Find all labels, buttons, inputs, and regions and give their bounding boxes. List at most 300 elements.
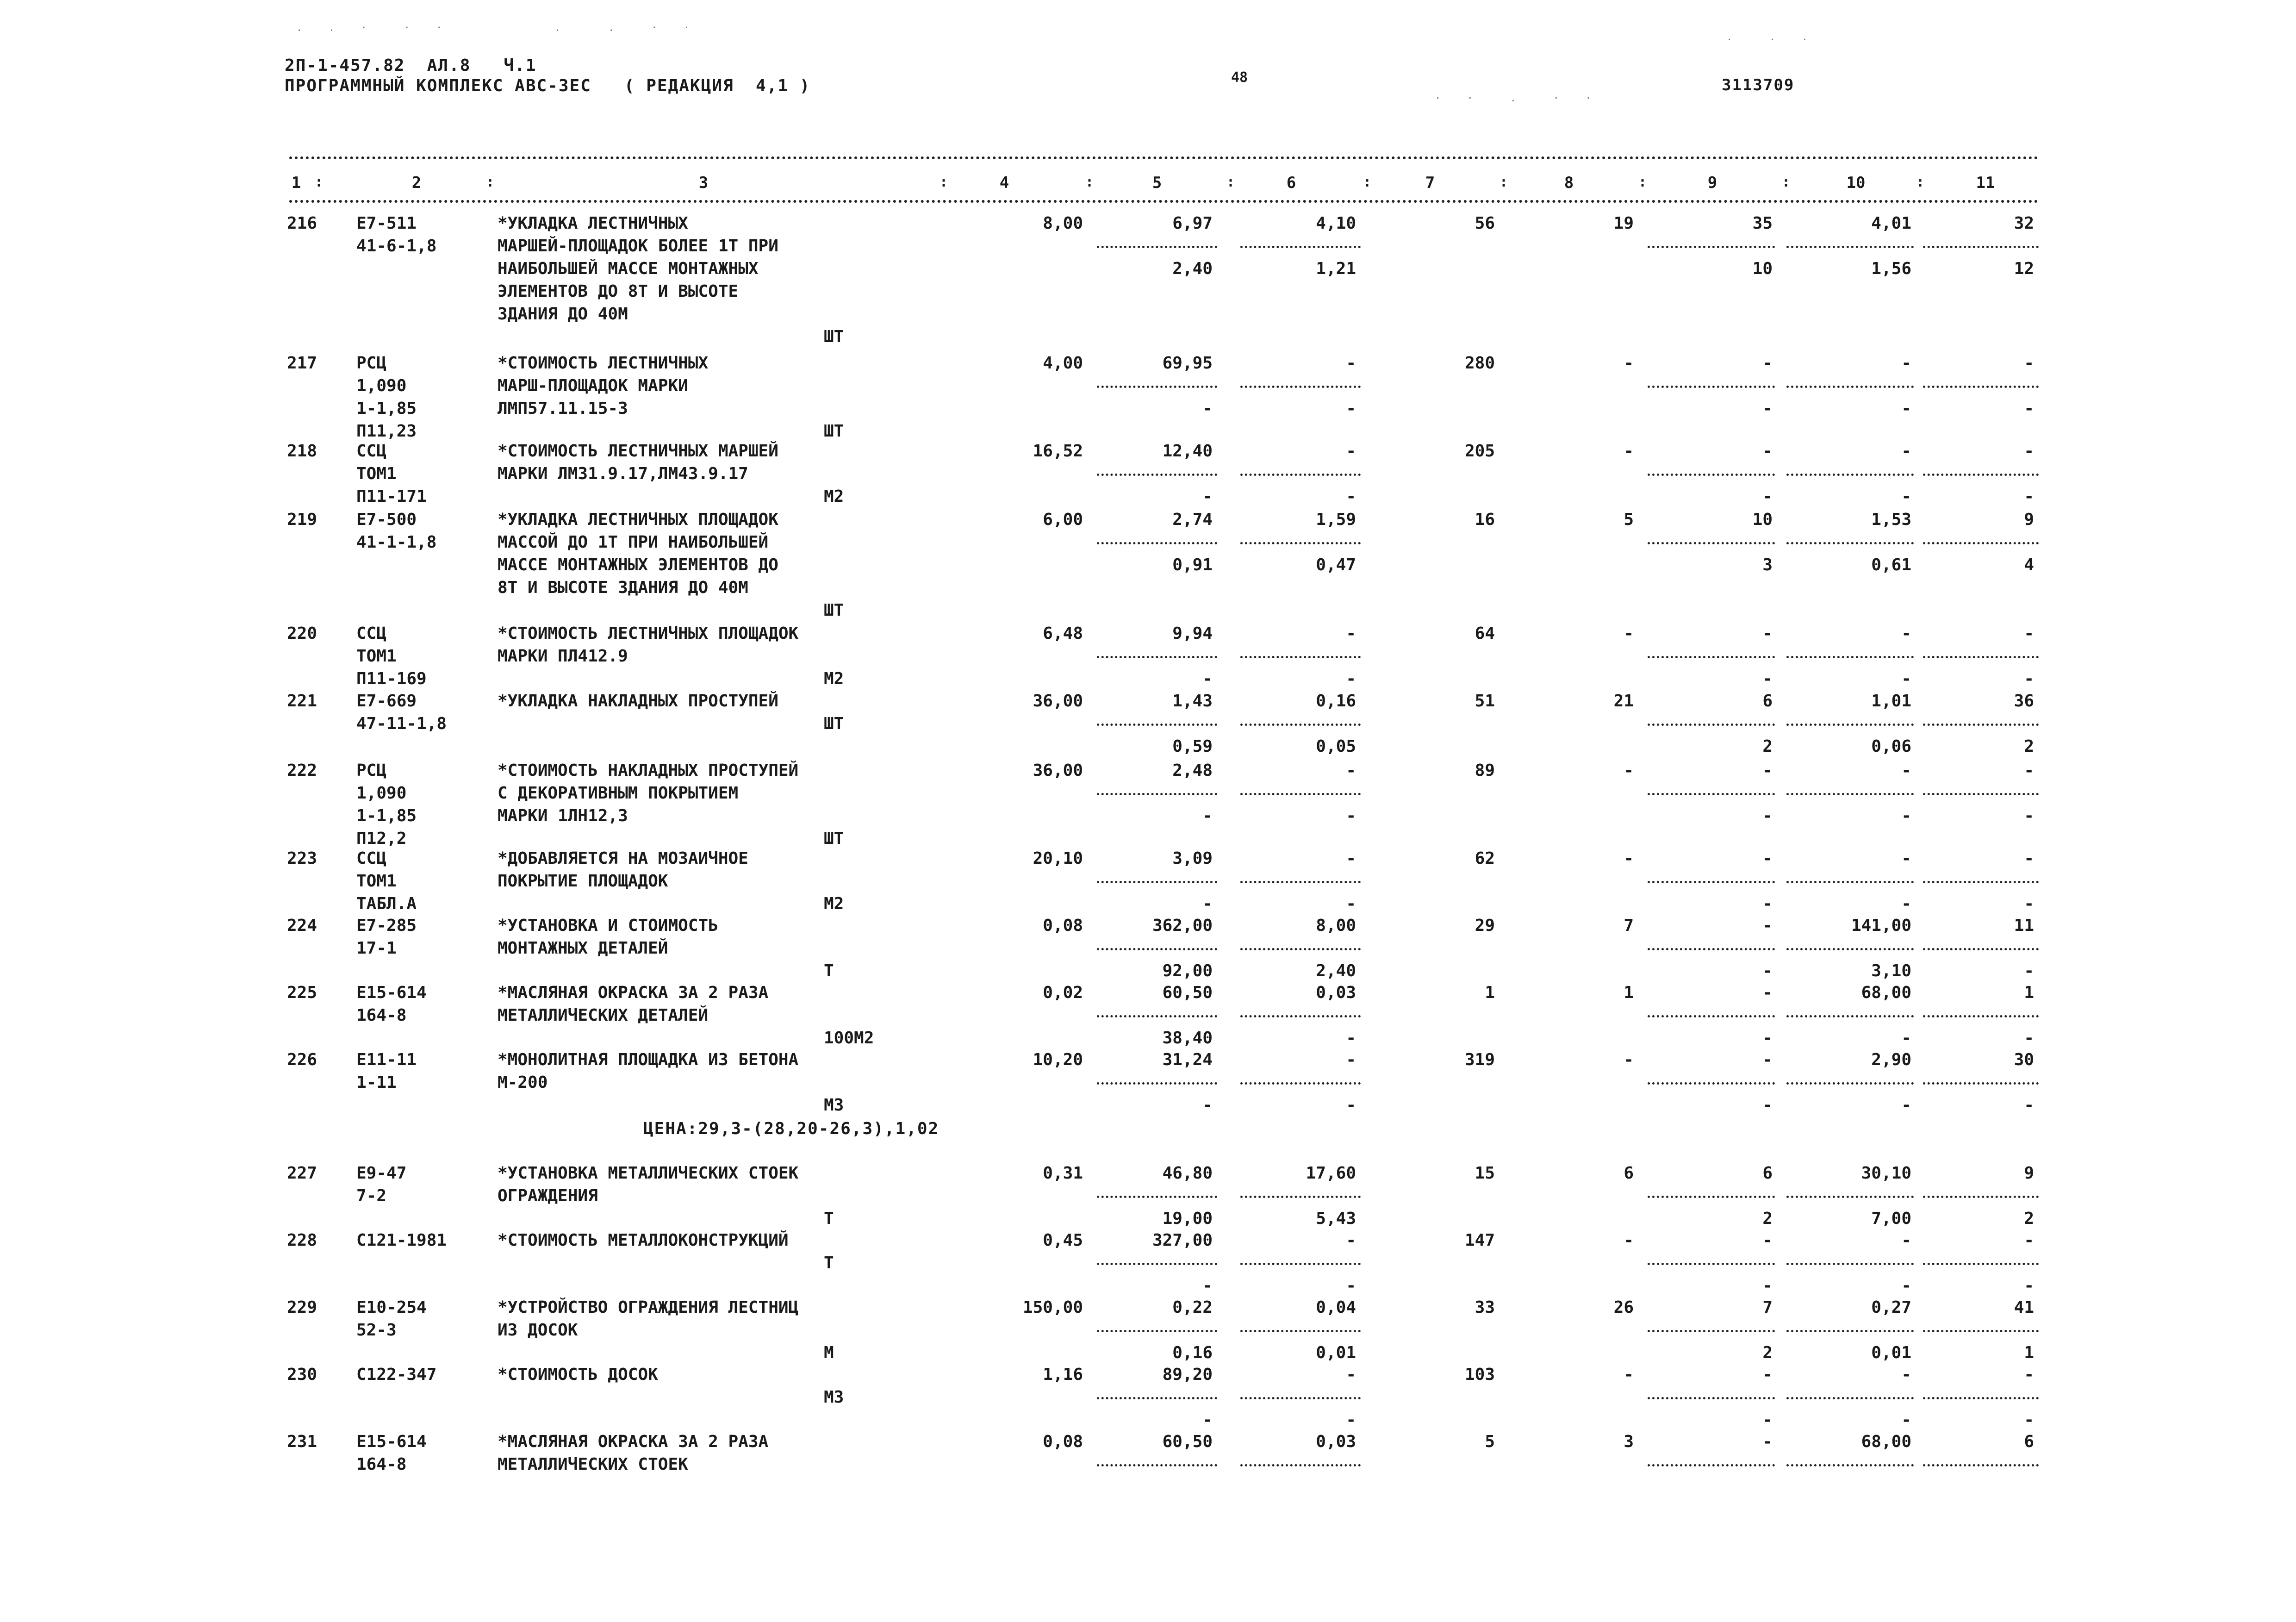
labor-cost-2: 7,00 (1871, 1209, 1911, 1228)
machine-total: - (1762, 761, 1773, 780)
labor-total: 30 (2014, 1050, 2034, 1069)
scan-noise: · · . · · (1435, 93, 1596, 104)
unit-cost: 327,00 (1152, 1231, 1213, 1250)
cell-divider (1786, 1196, 1914, 1198)
column-separator: : (940, 174, 948, 190)
machine-cost: 0,03 (1316, 983, 1356, 1002)
work-description: МАССЕ МОНТАЖНЫХ ЭЛЕМЕНТОВ ДО (498, 555, 778, 574)
machine-wage: - (1346, 1029, 1356, 1048)
cell-divider (1097, 948, 1217, 950)
machine-wage: 1,21 (1316, 259, 1356, 278)
cell-divider (1923, 881, 2039, 883)
labor-cost: - (1901, 761, 1911, 780)
machine-wage: - (1346, 399, 1356, 418)
machine-total-wage: - (1762, 487, 1773, 506)
total-cost: 280 (1464, 354, 1495, 373)
machine-cost: 4,10 (1316, 214, 1356, 233)
unit-wage: - (1202, 1410, 1213, 1429)
labor-total: - (2024, 1365, 2034, 1384)
unit-of-measure: М (824, 1343, 834, 1362)
cell-divider (1786, 1082, 1914, 1085)
labor-cost: 2,90 (1871, 1050, 1911, 1069)
machine-total: 10 (1752, 510, 1773, 529)
unit-of-measure: Т (824, 1254, 834, 1273)
total-wage: - (1624, 442, 1634, 461)
labor-cost: 1,01 (1871, 692, 1911, 711)
work-description: *СТОИМОСТЬ ДОСОК (498, 1365, 658, 1384)
labor-total: - (2024, 624, 2034, 643)
norm-code: П11,23 (356, 422, 417, 441)
unit-wage: 19,00 (1162, 1209, 1213, 1228)
cell-divider (1786, 542, 1914, 544)
unit-cost: 12,40 (1162, 442, 1213, 461)
column-separator: : (1500, 174, 1508, 190)
total-wage: 26 (1613, 1298, 1634, 1317)
labor-cost-2: 0,06 (1871, 737, 1911, 756)
norm-code: 41-6-1,8 (356, 237, 437, 256)
cell-divider (1097, 881, 1217, 883)
work-description: МАРКИ ПЛ412.9 (498, 647, 628, 666)
work-description: ЭЛЕМЕНТОВ ДО 8Т И ВЫСОТЕ (498, 282, 739, 301)
column-header-11: 11 (1976, 174, 1995, 192)
unit-wage: 0,91 (1172, 555, 1213, 574)
unit-wage: 38,40 (1162, 1029, 1213, 1048)
total-wage: - (1624, 1050, 1634, 1069)
quantity: 0,31 (1043, 1164, 1083, 1183)
machine-cost: - (1346, 761, 1356, 780)
norm-code: ССЦ (356, 442, 387, 461)
work-description: *МАСЛЯНАЯ ОКРАСКА ЗА 2 РАЗА (498, 983, 769, 1002)
machine-cost: - (1346, 624, 1356, 643)
unit-cost: 362,00 (1152, 916, 1213, 935)
labor-cost-2: - (1901, 1096, 1911, 1115)
column-separator: : (1782, 174, 1791, 190)
row-number: 218 (287, 442, 317, 461)
machine-cost: - (1346, 354, 1356, 373)
column-separator: : (1363, 174, 1372, 190)
machine-cost: 0,16 (1316, 692, 1356, 711)
cell-divider (1097, 1015, 1217, 1017)
total-wage: - (1624, 761, 1634, 780)
norm-code: Е15-614 (356, 1432, 427, 1451)
total-wage: 5 (1624, 510, 1634, 529)
row-number: 216 (287, 214, 317, 233)
column-separator: : (1638, 174, 1647, 190)
row-number: 222 (287, 761, 317, 780)
work-description: *СТОИМОСТЬ НАКЛАДНЫХ ПРОСТУПЕЙ (498, 761, 799, 780)
cell-divider (1648, 724, 1775, 726)
labor-total-2: 1 (2024, 1343, 2034, 1362)
cell-divider (1240, 386, 1361, 388)
cell-divider (1240, 1082, 1361, 1085)
column-header-7: 7 (1425, 174, 1435, 192)
labor-total-2: 12 (2014, 259, 2034, 278)
machine-wage: - (1346, 1096, 1356, 1115)
header-line-1: 2П-1-457.82 АЛ.8 Ч.1 (285, 56, 537, 75)
norm-code: ССЦ (356, 624, 387, 643)
machine-total: - (1762, 624, 1773, 643)
cell-divider (1923, 1263, 2039, 1265)
machine-total-wage: 2 (1762, 1209, 1773, 1228)
unit-of-measure: ШТ (824, 327, 844, 346)
norm-code: ТОМ1 (356, 464, 397, 483)
unit-of-measure: М3 (824, 1388, 844, 1407)
norm-code: 41-1-1,8 (356, 533, 437, 552)
labor-cost: - (1901, 1365, 1911, 1384)
cell-divider (1923, 793, 2039, 795)
scan-noise: · · · (1726, 34, 1812, 46)
cell-divider (1648, 246, 1775, 248)
unit-wage: - (1202, 399, 1213, 418)
work-description: *УСТАНОВКА И СТОИМОСТЬ (498, 916, 718, 935)
unit-wage: 2,40 (1172, 259, 1213, 278)
unit-of-measure: М2 (824, 487, 844, 506)
document-number: 3113709 (1722, 76, 1795, 94)
row-number: 225 (287, 983, 317, 1002)
unit-cost: 9,94 (1172, 624, 1213, 643)
quantity: 10,20 (1033, 1050, 1083, 1069)
machine-cost: 8,00 (1316, 916, 1356, 935)
labor-total: - (2024, 442, 2034, 461)
norm-code: П12,2 (356, 829, 407, 848)
total-cost: 64 (1475, 624, 1495, 643)
total-wage: 3 (1624, 1432, 1634, 1451)
total-cost: 51 (1475, 692, 1495, 711)
cell-divider (1786, 881, 1914, 883)
cell-divider (1786, 724, 1914, 726)
labor-cost: 0,27 (1871, 1298, 1911, 1317)
machine-total: - (1762, 1432, 1773, 1451)
labor-total-2: 4 (2024, 555, 2034, 574)
quantity: 16,52 (1033, 442, 1083, 461)
work-description: *СТОИМОСТЬ ЛЕСТНИЧНЫХ МАРШЕЙ (498, 442, 778, 461)
quantity: 8,00 (1043, 214, 1083, 233)
labor-total: 11 (2014, 916, 2034, 935)
quantity: 150,00 (1022, 1298, 1083, 1317)
norm-code: П11-169 (356, 669, 427, 688)
cell-divider (1786, 246, 1914, 248)
norm-code: Е7-285 (356, 916, 417, 935)
unit-cost: 2,74 (1172, 510, 1213, 529)
labor-total-2: - (2024, 399, 2034, 418)
cell-divider (1240, 656, 1361, 658)
cell-divider (1786, 656, 1914, 658)
quantity: 36,00 (1033, 761, 1083, 780)
norm-code: Е7-669 (356, 692, 417, 711)
norm-code: Е7-500 (356, 510, 417, 529)
norm-code: ССЦ (356, 849, 387, 868)
norm-code: Е11-11 (356, 1050, 417, 1069)
work-description: МАРШ-ПЛОЩАДОК МАРКИ (498, 376, 688, 395)
table-top-rule (289, 156, 2039, 159)
norm-code: 17-1 (356, 939, 397, 958)
work-description: *УКЛАДКА НАКЛАДНЫХ ПРОСТУПЕЙ (498, 692, 778, 711)
machine-wage: - (1346, 806, 1356, 825)
labor-total: - (2024, 849, 2034, 868)
row-number: 224 (287, 916, 317, 935)
cell-divider (1786, 1330, 1914, 1332)
machine-total: - (1762, 983, 1773, 1002)
unit-of-measure: 100М2 (824, 1029, 874, 1048)
column-separator: : (1226, 174, 1235, 190)
labor-cost: 30,10 (1861, 1164, 1911, 1183)
labor-total-2: - (2024, 894, 2034, 913)
total-cost: 62 (1475, 849, 1495, 868)
price-note: ЦЕНА:29,3-(28,20-26,3),1,02 (643, 1119, 940, 1138)
labor-total-2: 2 (2024, 1209, 2034, 1228)
work-description: С ДЕКОРАТИВНЫМ ПОКРЫТИЕМ (498, 784, 739, 803)
cell-divider (1648, 386, 1775, 388)
cell-divider (1097, 1263, 1217, 1265)
unit-wage: - (1202, 894, 1213, 913)
cell-divider (1786, 793, 1914, 795)
labor-cost-2: - (1901, 1410, 1911, 1429)
work-description: *УСТАНОВКА МЕТАЛЛИЧЕСКИХ СТОЕК (498, 1164, 799, 1183)
work-description: 8Т И ВЫСОТЕ ЗДАНИЯ ДО 40М (498, 578, 748, 597)
cell-divider (1648, 881, 1775, 883)
unit-of-measure: М2 (824, 669, 844, 688)
machine-total: - (1762, 1231, 1773, 1250)
quantity: 0,08 (1043, 1432, 1083, 1451)
cell-divider (1648, 1263, 1775, 1265)
cell-divider (1786, 474, 1914, 476)
unit-of-measure: ШТ (824, 714, 844, 733)
unit-cost: 1,43 (1172, 692, 1213, 711)
cell-divider (1786, 1397, 1914, 1399)
unit-cost: 60,50 (1162, 1432, 1213, 1451)
column-separator: : (315, 174, 324, 190)
column-header-8: 8 (1564, 174, 1574, 192)
norm-code: Е15-614 (356, 983, 427, 1002)
work-description: МОНТАЖНЫХ ДЕТАЛЕЙ (498, 939, 668, 958)
labor-total: - (2024, 1231, 2034, 1250)
cell-divider (1648, 1196, 1775, 1198)
norm-code: 164-8 (356, 1006, 407, 1025)
cell-divider (1648, 656, 1775, 658)
machine-total-wage: - (1762, 961, 1773, 980)
total-cost: 205 (1464, 442, 1495, 461)
labor-total-2: - (2024, 487, 2034, 506)
labor-total: 9 (2024, 1164, 2034, 1183)
cell-divider (1786, 1464, 1914, 1466)
cell-divider (1648, 1397, 1775, 1399)
machine-cost: - (1346, 849, 1356, 868)
cell-divider (1923, 1464, 2039, 1466)
work-description: МАССОЙ ДО 1Т ПРИ НАИБОЛЬШЕЙ (498, 533, 769, 552)
quantity: 0,45 (1043, 1231, 1083, 1250)
unit-wage: 0,16 (1172, 1343, 1213, 1362)
unit-of-measure: М2 (824, 894, 844, 913)
cell-divider (1240, 1330, 1361, 1332)
work-description: ОГРАЖДЕНИЯ (498, 1186, 598, 1205)
unit-cost: 46,80 (1162, 1164, 1213, 1183)
work-description: *МОНОЛИТНАЯ ПЛОЩАДКА ИЗ БЕТОНА (498, 1050, 799, 1069)
machine-wage: - (1346, 669, 1356, 688)
total-wage: 19 (1613, 214, 1634, 233)
row-number: 220 (287, 624, 317, 643)
machine-wage: 0,01 (1316, 1343, 1356, 1362)
cell-divider (1923, 246, 2039, 248)
labor-total-2: - (2024, 1096, 2034, 1115)
machine-total: 6 (1762, 692, 1773, 711)
cell-divider (1097, 656, 1217, 658)
column-separator: : (486, 174, 495, 190)
machine-cost: 0,04 (1316, 1298, 1356, 1317)
work-description: *СТОИМОСТЬ МЕТАЛЛОКОНСТРУКЦИЙ (498, 1231, 789, 1250)
work-description: МАРКИ ЛМ31.9.17,ЛМ43.9.17 (498, 464, 748, 483)
total-cost: 56 (1475, 214, 1495, 233)
row-number: 217 (287, 354, 317, 373)
machine-total-wage: 10 (1752, 259, 1773, 278)
machine-cost: 17,60 (1306, 1164, 1356, 1183)
labor-cost: - (1901, 354, 1911, 373)
work-description: *УКЛАДКА ЛЕСТНИЧНЫХ (498, 214, 688, 233)
unit-cost: 60,50 (1162, 983, 1213, 1002)
machine-total: 7 (1762, 1298, 1773, 1317)
unit-wage: 92,00 (1162, 961, 1213, 980)
row-number: 229 (287, 1298, 317, 1317)
column-header-10: 10 (1846, 174, 1866, 192)
total-cost: 33 (1475, 1298, 1495, 1317)
total-cost: 16 (1475, 510, 1495, 529)
labor-cost-2: - (1901, 806, 1911, 825)
column-header-6: 6 (1286, 174, 1296, 192)
cell-divider (1648, 793, 1775, 795)
unit-cost: 3,09 (1172, 849, 1213, 868)
column-header-9: 9 (1707, 174, 1717, 192)
labor-cost-2: 1,56 (1871, 259, 1911, 278)
labor-cost: - (1901, 1231, 1911, 1250)
total-cost: 147 (1464, 1231, 1495, 1250)
labor-cost: - (1901, 624, 1911, 643)
cell-divider (1240, 948, 1361, 950)
work-description: ЛМП57.11.15-3 (498, 399, 628, 418)
norm-code: 164-8 (356, 1455, 407, 1474)
total-cost: 15 (1475, 1164, 1495, 1183)
machine-total-wage: - (1762, 806, 1773, 825)
unit-cost: 2,48 (1172, 761, 1213, 780)
machine-wage: - (1346, 487, 1356, 506)
labor-total: 32 (2014, 214, 2034, 233)
machine-wage: - (1346, 894, 1356, 913)
unit-cost: 69,95 (1162, 354, 1213, 373)
column-header-1: 1 (291, 174, 301, 192)
total-cost: 89 (1475, 761, 1495, 780)
cell-divider (1923, 1015, 2039, 1017)
quantity: 36,00 (1033, 692, 1083, 711)
total-cost: 5 (1485, 1432, 1495, 1451)
machine-cost: 0,03 (1316, 1432, 1356, 1451)
machine-wage: 0,05 (1316, 737, 1356, 756)
work-description: *СТОИМОСТЬ ЛЕСТНИЧНЫХ (498, 354, 709, 373)
labor-total: 9 (2024, 510, 2034, 529)
cell-divider (1923, 1082, 2039, 1085)
labor-cost: 68,00 (1861, 1432, 1911, 1451)
unit-of-measure: ШТ (824, 829, 844, 848)
machine-total-wage: - (1762, 1276, 1773, 1295)
machine-total: 6 (1762, 1164, 1773, 1183)
column-separator: : (1916, 174, 1925, 190)
work-description: ПОКРЫТИЕ ПЛОЩАДОК (498, 872, 668, 891)
norm-code: 1-1,85 (356, 399, 417, 418)
labor-total-2: - (2024, 1276, 2034, 1295)
cell-divider (1240, 246, 1361, 248)
row-number: 219 (287, 510, 317, 529)
column-separator: : (1085, 174, 1094, 190)
cell-divider (1097, 1196, 1217, 1198)
machine-total-wage: - (1762, 1410, 1773, 1429)
labor-cost-2: 0,01 (1871, 1343, 1911, 1362)
table-header-rule (289, 200, 2039, 203)
total-wage: 6 (1624, 1164, 1634, 1183)
work-description: МЕТАЛЛИЧЕСКИХ ДЕТАЛЕЙ (498, 1006, 709, 1025)
unit-wage: - (1202, 1276, 1213, 1295)
row-number: 221 (287, 692, 317, 711)
cell-divider (1097, 246, 1217, 248)
labor-cost-2: - (1901, 487, 1911, 506)
cell-divider (1786, 1015, 1914, 1017)
cell-divider (1097, 1330, 1217, 1332)
machine-total: 35 (1752, 214, 1773, 233)
cell-divider (1097, 1397, 1217, 1399)
total-wage: 21 (1613, 692, 1634, 711)
labor-total-2: - (2024, 961, 2034, 980)
norm-code: ТОМ1 (356, 872, 397, 891)
row-number: 227 (287, 1164, 317, 1183)
cell-divider (1240, 474, 1361, 476)
cell-divider (1097, 474, 1217, 476)
machine-wage: 0,47 (1316, 555, 1356, 574)
labor-total-2: - (2024, 669, 2034, 688)
unit-of-measure: М3 (824, 1096, 844, 1115)
machine-wage: 2,40 (1316, 961, 1356, 980)
machine-total: - (1762, 1050, 1773, 1069)
work-description: ИЗ ДОСОК (498, 1321, 578, 1340)
cell-divider (1240, 1196, 1361, 1198)
unit-wage: 0,59 (1172, 737, 1213, 756)
machine-total-wage: 2 (1762, 1343, 1773, 1362)
quantity: 1,16 (1043, 1365, 1083, 1384)
total-cost: 1 (1485, 983, 1495, 1002)
cell-divider (1097, 724, 1217, 726)
labor-total: - (2024, 354, 2034, 373)
cell-divider (1923, 724, 2039, 726)
cell-divider (1648, 542, 1775, 544)
cell-divider (1240, 542, 1361, 544)
unit-cost: 89,20 (1162, 1365, 1213, 1384)
unit-of-measure: ШТ (824, 422, 844, 441)
row-number: 230 (287, 1365, 317, 1384)
machine-total-wage: - (1762, 894, 1773, 913)
work-description: МЕТАЛЛИЧЕСКИХ СТОЕК (498, 1455, 688, 1474)
labor-total: 41 (2014, 1298, 2034, 1317)
machine-total-wage: 2 (1762, 737, 1773, 756)
labor-cost-2: - (1901, 399, 1911, 418)
norm-code: Е10-254 (356, 1298, 427, 1317)
page-mark: 48 (1231, 69, 1248, 86)
total-cost: 29 (1475, 916, 1495, 935)
labor-total: 1 (2024, 983, 2034, 1002)
machine-total-wage: 3 (1762, 555, 1773, 574)
machine-total-wage: - (1762, 399, 1773, 418)
norm-code: С122-347 (356, 1365, 437, 1384)
labor-cost-2: 0,61 (1871, 555, 1911, 574)
machine-total-wage: - (1762, 669, 1773, 688)
cell-divider (1240, 881, 1361, 883)
unit-wage: - (1202, 1096, 1213, 1115)
cell-divider (1786, 948, 1914, 950)
quantity: 0,02 (1043, 983, 1083, 1002)
